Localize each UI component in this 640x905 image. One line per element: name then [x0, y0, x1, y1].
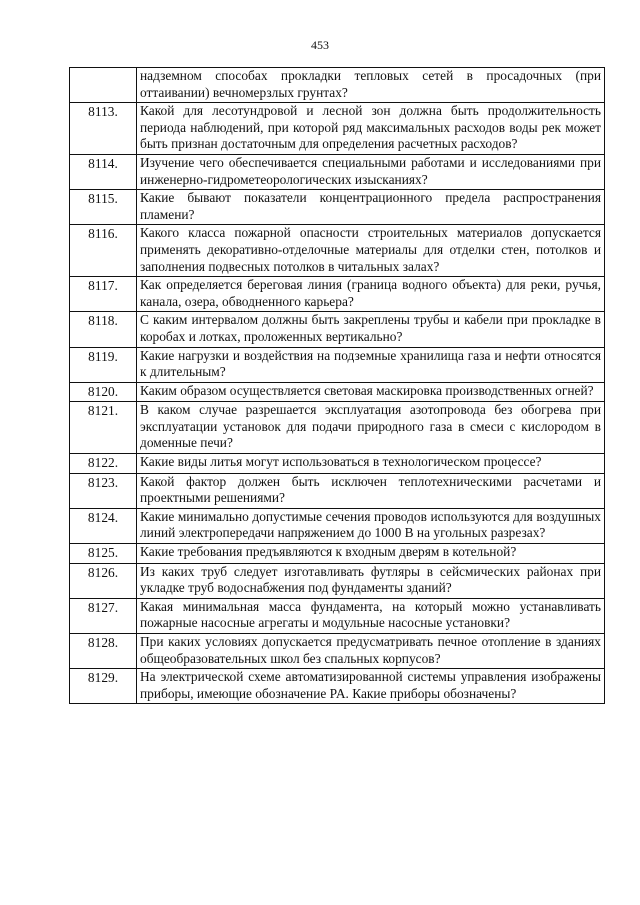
question-number: 8114.: [70, 154, 137, 189]
question-number: 8128.: [70, 634, 137, 669]
question-number: 8125.: [70, 544, 137, 564]
question-number: 8127.: [70, 598, 137, 633]
question-text: Какие виды литья могут использоваться в технологическом процессе?: [137, 454, 605, 474]
question-number: 8116.: [70, 225, 137, 277]
question-number: 8115.: [70, 190, 137, 225]
question-text: Какой фактор должен быть исключен теплотехническими расчетами и проектными решениями?: [137, 473, 605, 508]
question-text: Какие минимально допустимые сечения проводов используются для воздушных линий электропередачи напряжением до 1000 В на угольных разрезах?: [137, 508, 605, 543]
question-text: Изучение чего обеспечивается специальными работами и исследованиями при инженерно-гидрометеорологических изысканиях?: [137, 154, 605, 189]
question-row: [70, 68, 605, 103]
question-row: [70, 347, 605, 382]
question-text: Каким образом осуществляется световая маскировка производственных огней?: [137, 382, 605, 402]
question-row: [70, 402, 605, 454]
question-text: Из каких труб следует изготавливать футляры в сейсмических районах при укладке труб водоснабжения под фундаменты зданий?: [137, 563, 605, 598]
question-row: [70, 312, 605, 347]
question-row: [70, 473, 605, 508]
question-number: 8117.: [70, 277, 137, 312]
question-row: [70, 225, 605, 277]
question-row: [70, 277, 605, 312]
question-text: При каких условиях допускается предусматривать печное отопление в зданиях общеобразовательных школ без спальных корпусов?: [137, 634, 605, 669]
question-text: Какие бывают показатели концентрационного предела распространения пламени?: [137, 190, 605, 225]
page-number: 453: [311, 38, 329, 52]
question-number: [70, 68, 137, 103]
question-row: [70, 634, 605, 669]
question-text: Какие требования предъявляются к входным дверям в котельной?: [137, 544, 605, 564]
question-number: 8123.: [70, 473, 137, 508]
question-number: 8118.: [70, 312, 137, 347]
question-number: 8126.: [70, 563, 137, 598]
question-text: Какая минимальная масса фундамента, на который можно устанавливать пожарные насосные агрегаты и модульные насосные установки?: [137, 598, 605, 633]
question-row: [70, 544, 605, 564]
question-row: [70, 508, 605, 543]
question-text: С каким интервалом должны быть закреплены трубы и кабели при прокладке в коробах и лотках, проложенных вертикально?: [137, 312, 605, 347]
question-text: Какие нагрузки и воздействия на подземные хранилища газа и нефти относятся к длительным?: [137, 347, 605, 382]
question-number: 8120.: [70, 382, 137, 402]
question-number: 8124.: [70, 508, 137, 543]
question-number: 8113.: [70, 103, 137, 155]
questions-table-body: [70, 68, 605, 704]
question-text: В каком случае разрешается эксплуатация азотопровода без обогрева при эксплуатации установок для подачи природного газа в смеси с кислородом в доменные печи?: [137, 402, 605, 454]
question-row: [70, 563, 605, 598]
question-text: Как определяется береговая линия (граница водного объекта) для реки, ручья, канала, озера, обводненного карьера?: [137, 277, 605, 312]
question-text: Какого класса пожарной опасности строительных материалов допускается применять декоративно-отделочные материалы для отделки стен, потолков и заполнения подвесных потолков в читальных залах?: [137, 225, 605, 277]
question-number: 8121.: [70, 402, 137, 454]
questions-table: [69, 67, 605, 704]
question-row: [70, 103, 605, 155]
question-row: [70, 154, 605, 189]
question-row: [70, 598, 605, 633]
question-row: [70, 382, 605, 402]
question-number: 8119.: [70, 347, 137, 382]
question-text: надземном способах прокладки тепловых сетей в просадочных (при оттаивании) вечномерзлых грунтах?: [137, 68, 605, 103]
question-row: [70, 190, 605, 225]
question-number: 8129.: [70, 669, 137, 704]
question-number: 8122.: [70, 454, 137, 474]
question-row: [70, 669, 605, 704]
question-text: На электрической схеме автоматизированной системы управления изображены приборы, имеющие обозначение PA. Какие приборы обозначены?: [137, 669, 605, 704]
question-text: Какой для лесотундровой и лесной зон должна быть продолжительность периода наблюдений, при которой ряд максимальных расходов воды рек может быть признан достаточным для определения расчетных расходов?: [137, 103, 605, 155]
question-row: [70, 454, 605, 474]
